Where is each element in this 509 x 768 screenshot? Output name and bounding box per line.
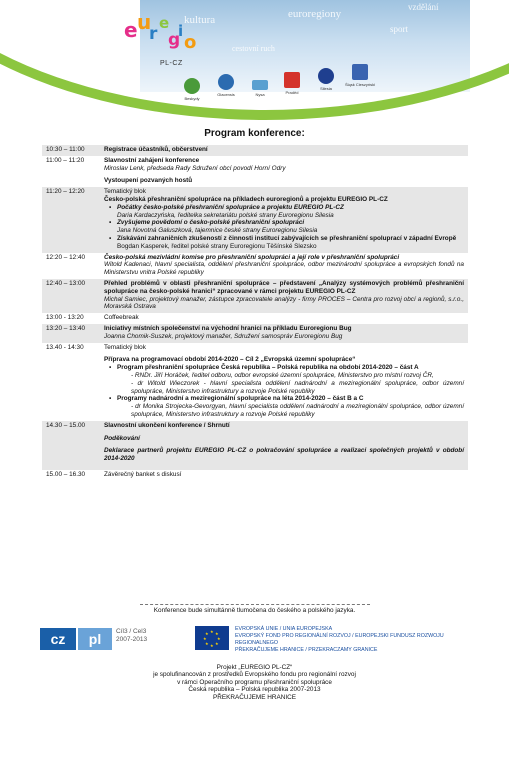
list-item: ▪ Zvyšujeme povědomí o česko-polské přeshraniční spolupráci Jana Novotná Galuszková, tajemnice české strany Euroregionu Silesia: [117, 219, 464, 235]
partner-logo: Nysa: [243, 80, 277, 97]
funding-logos: [40, 624, 470, 656]
photo-word: euroregiony: [288, 8, 342, 20]
row-title: Slavnostní ukončení konference / Shrnutí: [104, 421, 230, 429]
row-time: 11:20 – 12:20: [46, 188, 85, 196]
block-label: Tematický blok: [104, 188, 146, 196]
logo-letter: u: [137, 10, 152, 34]
program-row: [42, 145, 468, 156]
logo-letter: e: [124, 18, 138, 42]
divider: [140, 604, 370, 605]
logo-letter: g: [168, 30, 181, 50]
row-title: Slavnostní zahájení konference: [104, 156, 200, 164]
row-extra: Vystoupení pozvaných hostů: [104, 177, 193, 185]
row-time: 13:00 - 13:20: [46, 314, 84, 322]
logo-suffix: PL-CZ: [160, 60, 183, 67]
row-speaker: Michal Samiec, projektový manažer, zástupce zpracovatele analýzy - firmy PROCES – Centra pro rozvoj obcí a regionů, s.r.o., Moravská Ostrava: [104, 295, 464, 311]
row-time: 10:30 – 11:00: [46, 146, 85, 153]
program-row: [42, 279, 468, 313]
partner-logo: Silesia: [309, 68, 343, 91]
program-row: [42, 156, 468, 187]
program-row: [42, 187, 468, 252]
row-speaker: Joanna Chomik-Suszek, projektový manažer, Sdružení samospráv Euroregionu Bug: [104, 332, 343, 340]
row-title: Česko-polská přeshraniční spolupráce na příkladech euroregionů a projektu EUREGIO PL-CZ: [104, 195, 388, 203]
row-time: 12:40 – 13:00: [46, 279, 86, 287]
photo-word: cestovní ruch: [232, 44, 275, 53]
list-item: ▪ Programy nadnárodní a meziregionální spolupráce na léta 2014-2020 – část B a C - dr Monika Strojecka-Gevorgyan, hlavní specialista oddělení nadnárodní a meziregionální spolupráce, odbor územní spolupráce, Ministerstvo infrastruktury a rozvoje Polské republiky: [117, 395, 464, 418]
page-title: Program konference:: [204, 128, 305, 139]
project-funding-note: Projekt „EUREGIO PL-CZ“ je spolufinancován z prostředků Evropského fondu pro regionální rozvoj v rámci Operačního programu přeshraniční spolupráce Česká republika – Polská republika 2007-2013 PŘEKRAČUJEME HRANICE: [153, 664, 356, 701]
logo-letter: r: [149, 24, 158, 44]
photo-word: sport: [390, 24, 408, 34]
block-label: Tematický blok: [104, 343, 146, 351]
logo-letter: o: [184, 32, 197, 53]
row-time: 12:20 – 12:40: [46, 253, 86, 261]
list-item: ▪ Počátky česko-polské přeshraniční spolupráce a projektu EUREGIO PL-CZ Daria Kardaczyńska, ředitelka sekretariátu polské strany Euroregionu Silesia: [117, 204, 464, 220]
partner-logo: Beskydy: [175, 78, 209, 101]
row-time: 14.30 – 15.00: [46, 421, 86, 429]
row-title: Coffeebreak: [104, 314, 139, 322]
czpl-logo: cz pl: [40, 628, 112, 650]
row-title: Příprava na programovací období 2014-2020 – Cíl 2 „Evropská územní spolupráce“: [104, 356, 356, 364]
row-time: 13:20 – 13:40: [46, 324, 86, 332]
list-item: ▪ Získávání zahraničních zkušeností z činnosti institucí zabývajících se přeshraniční spoluprací v západní Evropě Bogdan Kasperek, ředitel polské strany Euroregionu Těšínské Slezsko: [117, 235, 464, 251]
program-row: [42, 470, 468, 481]
partner-logo: Praděd: [275, 72, 309, 95]
list-item: ▪ Program přeshraniční spolupráce Česká republika – Polská republika na období 2014-2020 – část A - RNDr. Jiří Horáček, ředitel odboru, odbor evropské územní spolupráce, Ministerstvo pro místní rozvoj ČR, - dr Witold Wieczorek - hlavní specialista oddělení nadnárodní a meziregionální spolupráce, odbor územní spolupráce, Ministerstvo infrastruktury a rozvoje Polské republiky: [117, 364, 464, 395]
row-title: Přehled problémů v oblasti přeshraniční spolupráce – představení „Analýzy systémových problémů přeshraniční spolupráce na česko-polské hranici“ zpracované v rámci projektu EUREGIO PL-CZ: [104, 279, 464, 295]
eu-text: EVROPSKÁ UNIE / UNIA EUROPEJSKA EVROPSKÝ FOND PRO REGIONÁLNÍ ROZVOJ / EUROPEJSKI FUNDUSZ ROZWOJU REGIONALNEGO PŘEKRAČUJEME HRANICE / PRZEKRACZAMY GRANICE: [235, 626, 444, 653]
photo-word: kultura: [184, 14, 216, 26]
cil3-logo: Cíl3 / Cel3 2007-2013: [116, 628, 148, 643]
row-thanks: Poděkování: [104, 434, 140, 442]
row-time: 11:00 – 11:20: [46, 156, 85, 164]
program-row: [42, 313, 468, 324]
block-list: [104, 204, 464, 251]
program-row: [42, 343, 468, 421]
row-time: 13.40 - 14:30: [46, 343, 84, 351]
program-row: [42, 253, 468, 279]
row-speaker: Miroslav Lenk, předseda Rady Sdružení obcí povodí Horní Odry: [104, 164, 286, 172]
photo-word: vzdělání: [408, 2, 439, 12]
row-declaration: Deklarace partnerů projektu EUREGIO PL-CZ o pokračování spolupráce a realizaci společných projektů v období 2014-2020: [104, 447, 464, 463]
euregio-logo: [118, 10, 198, 70]
header-banner: [0, 0, 509, 128]
logo-letter: e: [159, 14, 170, 32]
program-row: [42, 324, 468, 343]
partner-logos: [175, 68, 380, 110]
program-table: [42, 145, 468, 481]
row-title: Registrace účastníků, občerstvení: [104, 146, 208, 153]
row-title: Česko-polská mezivládní komise pro přeshraniční spolupráci a její role v přeshraniční spolupráci: [104, 253, 400, 261]
partner-logo: Glacensis: [209, 74, 243, 97]
row-time: 15.00 – 16.30: [46, 470, 86, 478]
logo-letter: i: [178, 22, 184, 40]
partner-logo: Śląsk Cieszyński: [343, 64, 377, 87]
row-title: Iniciativy místních společenství na východní hranici na příkladu Euroregionu Bug: [104, 324, 352, 332]
interpretation-note: Konference bude simultánně tlumočena do českého a polského jazyka.: [153, 607, 356, 614]
row-speaker: Witold Kadenaci, hlavní specialista, oddělení přeshraniční spolupráce, odbor mezinárodní spolupráce a evropských fondů na Ministerstvu vnitra Polské republiky: [104, 261, 464, 277]
program-row: [42, 421, 468, 470]
eu-flag-icon: ★ ★ ★ ★ ★ ★ ★ ★: [195, 626, 229, 650]
row-title: Závěrečný banket s diskusí: [104, 470, 182, 478]
block-list: [104, 364, 464, 419]
